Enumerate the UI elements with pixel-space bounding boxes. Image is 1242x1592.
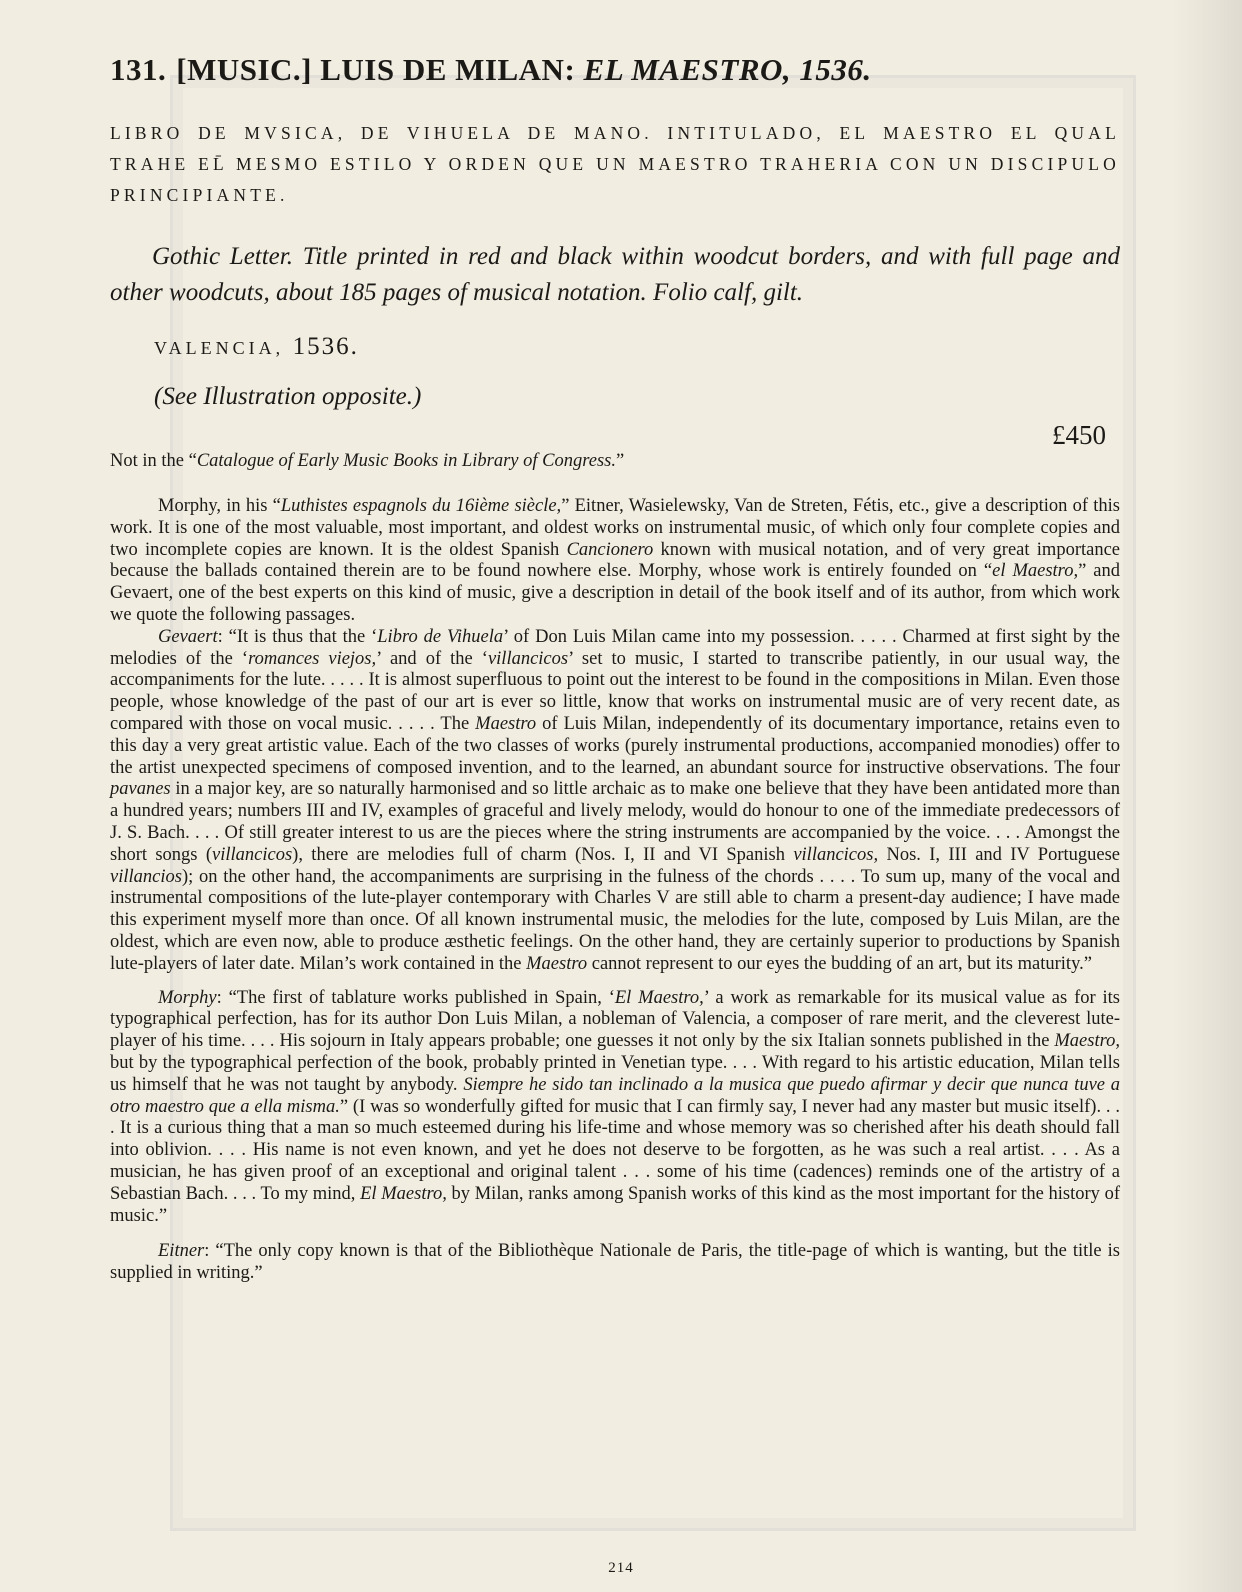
- lot-number: 131.: [110, 52, 167, 87]
- imprint-place: VALENCIA,: [154, 338, 285, 358]
- page-edge-shadow: [1172, 0, 1242, 1592]
- speaker-gevaert: Gevaert: [158, 626, 218, 647]
- paragraph-morphy-intro: Morphy, in his “Luthistes espagnols du 16ième siècle,” Eitner, Wasielewsky, Van de Streten, Fétis, etc., give a description of this work. It is one of the most valuable, most important, and oldest works on instrumental music, of which only four complete copies and two incomplete copies are known. It is the oldest Spanish Cancionero known with musical notation, and of very great importance because the ballads contained therein are to be found nowhere else. Morphy, whose work is entirely founded on “el Maestro,” and Gevaert, one of the best experts on this kind of music, give a description in detail of the book itself and of its author, from which work we quote the following passages.: [110, 496, 1121, 625]
- not-in-prefix: Not in the “: [110, 451, 197, 471]
- speaker-eitner: Eitner: [158, 1241, 205, 1262]
- speaker-morphy: Morphy: [158, 987, 217, 1008]
- price: £450: [1052, 420, 1106, 450]
- body-text: [110, 496, 1120, 1285]
- paragraph-eitner: Eitner: “The only copy known is that of the Bibliothèque Nationale de Paris, the title-page of which is wanting, but the title is supplied in writing.”: [110, 1241, 1120, 1284]
- see-illustration-note: (See Illustration opposite.): [154, 383, 422, 410]
- not-in-suffix: ”: [615, 451, 625, 471]
- imprint: [154, 333, 1120, 361]
- not-in-note: [110, 451, 1120, 472]
- lot-title: EL MAESTRO, 1536.: [583, 52, 872, 87]
- page-number: 214: [608, 1560, 634, 1576]
- paragraph-morphy: Morphy: “The first of tablature works published in Spain, ‘El Maestro,’ a work as remarkable for its musical value as for its typographical perfection, has for its author Don Luis Milan, a nobleman of Valencia, a composer of rare merit, and the cleverest lute-player of his time. . . . His sojourn in Italy appears probable; one guesses it not only by the six Italian sonnets published in the Maestro, but by the typographical perfection of the book, probably printed in Venetian type. . . . With regard to his artistic education, Milan tells us himself that he was not taught by anybody. Siempre he sido tan inclinado a la musica que puedo afirmar y decir que nunca tuve a otro maestro que a ella misma.” (I was so wonderfully gifted for music that I can firmly say, I never had any master but music itself). . . . It is a curious thing that a man so much esteemed during his life-time and whose memory was so cherished after his death should fall into oblivion. . . . His name is not even known, and yet he does not deserve to be forgotten, as he was such a real artist. . . . As a musician, he has given proof of an exceptional and original talent . . . some of his time (cadences) reminds one of the artistry of a Sebastian Bach. . . . To my mind, El Maestro, by Milan, ranks among Spanish works of this kind as the most important for the history of music.”: [110, 987, 1120, 1226]
- physical-description: Gothic Letter. Title printed in red and black within woodcut borders, and with full page and other woodcuts, about 185 pages of musical notation. Folio calf, gilt.: [110, 243, 1120, 306]
- entry-heading: [110, 52, 1120, 88]
- paragraph-gevaert: Gevaert: “It is thus that the ‘Libro de Vihuela’ of Don Luis Milan came into my possession. . . . . Charmed at first sight by the melodies of the ‘romances viejos,’ and of the ‘villancicos’ set to music, I started to transcribe patiently, in our usual way, the accompaniments for the lute. . . . . It is almost superfluous to point out the interest to be found in the compositions in Milan. Even those people, whose knowledge of the past of our art is ever so little, know that works on instrumental music are of very recent date, as compared with those on vocal music. . . . . The Maestro of Luis Milan, independently of its documentary importance, retains even to this day a very great artistic value. Each of the two classes of works (purely instrumental productions, accompanied monodies) offer to the artist unexpected specimens of composed invention, and to the learned, an abundant source for instructive observations. The four pavanes in a major key, are so naturally harmonised and so little archaic as to make one believe that they have been antidated more than a hundred years; numbers III and IV, examples of graceful and lively melody, would do honour to one of the immediate predecessors of J. S. Bach. . . . Of still greater interest to us are the pieces where the string instruments are accompanied by the voice. . . . Amongst the short songs (villancicos), there are melodies full of charm (Nos. I, II and VI Spanish villancicos, Nos. I, III and IV Portuguese villancios); on the other hand, the accompaniments are surprising in the fulness of the chords . . . . To sum up, many of the vocal and instrumental compositions of the lute-player contemporary with Charles V are still able to charm a present-day audience; I have made this experiment myself more than once. Of all known instrumental music, the melodies for the lute, composed by Luis Milan, are the oldest, which are even now, able to produce æsthetic feelings. On the other hand, they are certainly superior to productions by Spanish lute-players of later date. Milan’s work contained in the Maestro cannot represent to our eyes the budding of an art, but its maturity.”: [110, 626, 1121, 974]
- imprint-year: 1536.: [292, 333, 359, 360]
- not-in-title: Catalogue of Early Music Books in Library of Congress.: [196, 451, 616, 471]
- catalogue-entry: [110, 52, 1120, 1285]
- lot-category: [MUSIC.] LUIS DE MILAN:: [176, 52, 576, 87]
- book-title-caps: LIBRO DE MVSICA, DE VIHUELA DE MANO. INTITULADO, EL MAESTRO EL QUAL TRAHE EL̄ MESMO ESTILO Y ORDEN QUE UN MAESTRO TRAHERIA CON UN DISCIPULO PRINCIPIANTE.: [110, 123, 1120, 205]
